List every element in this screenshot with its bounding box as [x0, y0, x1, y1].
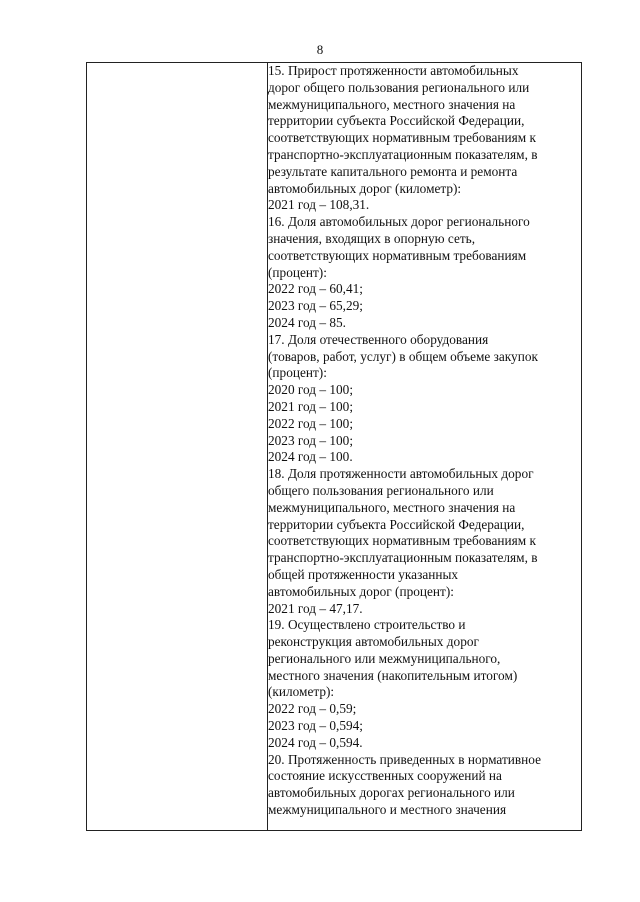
text-line: автомобильных дорог (километр):	[268, 180, 462, 196]
text-line: 2024 год – 100.	[268, 449, 353, 465]
text-line: 2022 год – 0,59;	[268, 701, 357, 717]
text-line: значения, входящих в опорную сеть,	[268, 230, 476, 246]
text-line: автомобильных дорог (процент):	[268, 583, 454, 599]
text-line: 15. Прирост протяженности автомобильных	[268, 63, 519, 78]
indicators-cell	[268, 63, 582, 831]
text-line: транспортно-эксплуатационным показателям, в	[268, 550, 538, 566]
text-line: реконструкция автомобильных дорог	[268, 634, 479, 650]
text-line: соответствующих нормативным требованиям	[268, 247, 527, 263]
text-line: межмуниципального, местного значения на	[268, 96, 516, 112]
text-line: дорог общего пользования регионального или	[268, 79, 530, 95]
text-line: (процент):	[268, 264, 327, 280]
text-line: (товаров, работ, услуг) в общем объеме закупок	[268, 348, 538, 364]
text-line: 2023 год – 65,29;	[268, 298, 363, 314]
text-line: автомобильных дорогах регионального или	[268, 785, 515, 801]
text-line: 19. Осуществлено строительство и	[268, 617, 466, 633]
text-line: межмуниципального и местного значения	[268, 802, 507, 818]
text-line: 16. Доля автомобильных дорог регионального	[268, 214, 530, 230]
text-line: (процент):	[268, 365, 327, 381]
text-line: 2024 год – 0,594.	[268, 734, 363, 750]
text-line: 2021 год – 100;	[268, 398, 354, 414]
text-line: регионального или межмуниципального,	[268, 650, 501, 666]
text-line: межмуниципального, местного значения на	[268, 499, 516, 515]
text-line: 18. Доля протяженности автомобильных дорог	[268, 466, 534, 482]
text-line: результате капитального ремонта и ремонта	[268, 163, 518, 179]
text-line: 2022 год – 100;	[268, 415, 354, 431]
text-line: 2021 год – 108,31.	[268, 197, 370, 213]
text-line: 2023 год – 100;	[268, 432, 354, 448]
text-line: 2023 год – 0,594;	[268, 718, 363, 734]
text-line: 2020 год – 100;	[268, 382, 354, 398]
text-line: общей протяженности указанных	[268, 566, 459, 582]
text-line: общего пользования регионального или	[268, 482, 494, 498]
text-line: (километр):	[268, 684, 335, 700]
text-line: местного значения (накопительным итогом)	[268, 667, 518, 683]
text-line: состояние искусственных сооружений на	[268, 768, 502, 784]
text-line: территории субъекта Российской Федерации,	[268, 113, 525, 129]
table-row	[87, 63, 582, 831]
text-line: соответствующих нормативным требованиям к	[268, 130, 536, 146]
page-number: 8	[316, 42, 324, 57]
text-line: 2021 год – 47,17.	[268, 600, 363, 616]
left-empty-cell	[87, 63, 268, 831]
text-line: 2024 год – 85.	[268, 314, 346, 330]
text-line: 2022 год – 60,41;	[268, 281, 363, 297]
text-line: 20. Протяженность приведенных в нормативное	[268, 751, 541, 767]
text-line: соответствующих нормативным требованиям к	[268, 533, 536, 549]
text-line: 17. Доля отечественного оборудования	[268, 331, 489, 347]
text-line: территории субъекта Российской Федерации,	[268, 516, 525, 532]
text-line: транспортно-эксплуатационным показателям, в	[268, 146, 538, 162]
indicators-text	[268, 63, 581, 819]
content-table	[86, 62, 582, 831]
